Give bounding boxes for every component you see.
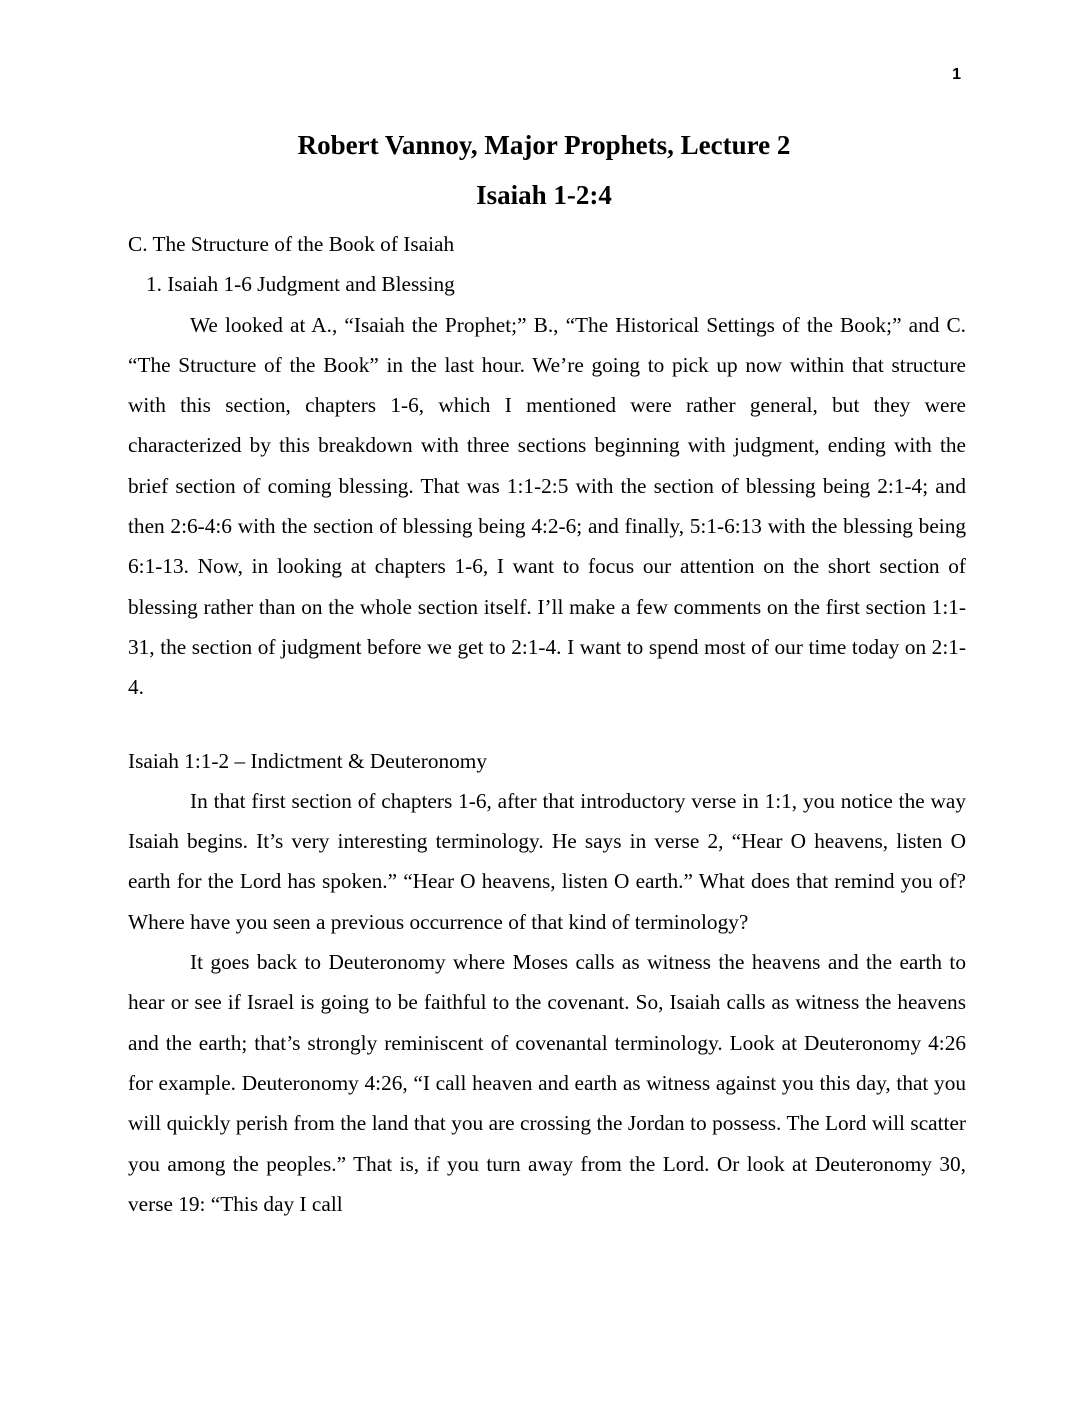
section-heading: Isaiah 1:1-2 – Indictment & Deuteronomy xyxy=(128,748,488,773)
lecture-title: Robert Vannoy, Major Prophets, Lecture 2 xyxy=(297,130,791,160)
paragraph-2: In that first section of chapters 1-6, after that introductory verse in 1:1, you notice the way Isaiah begins. It’s very interesting terminology. He says in verse 2, “Hear O heavens, listen O earth for the Lord has spoken.” “Hear O heavens, listen O earth.” What does that remind you of? Where have you seen a previous occurrence of that kind of terminology? xyxy=(128,788,966,934)
spacer xyxy=(128,708,966,741)
document-body xyxy=(128,224,966,1224)
outline-section-c: C. The Structure of the Book of Isaiah xyxy=(128,232,455,256)
paragraph-1: We looked at A., “Isaiah the Prophet;” B., “The Historical Settings of the Book;” and C. “The Structure of the Book” in the last hour. We’re going to pick up now within that structure with this section, chapters 1-6, which I mentioned were rather general, but they were characterized by this breakdown with three sections beginning with judgment, ending with the brief section of coming blessing. That was 1:1-2:5 with the section of blessing being 2:1-4; and then 2:6-4:6 with the section of blessing being 4:2-6; and finally, 5:1-6:13 with the blessing being 6:1-13. Now, in looking at chapters 1-6, I want to focus our attention on the short section of blessing rather than on the whole section itself. I’ll make a few comments on the first section 1:1-31, the section of judgment before we get to 2:1-4. I want to spend most of our time today on 2:1-4. xyxy=(128,312,966,700)
outline-item-1: 1. Isaiah 1-6 Judgment and Blessing xyxy=(146,272,455,297)
paragraph-3: It goes back to Deuteronomy where Moses calls as witness the heavens and the earth to hear or see if Israel is going to be faithful to the covenant. So, Isaiah calls as witness the heavens and the earth; that’s strongly reminiscent of covenantal terminology. Look at Deuteronomy 4:26 for example. Deuteronomy 4:26, “I call heaven and earth as witness against you this day, that you will quickly perish from the land that you are crossing the Jordan to possess. The Lord will scatter you among the peoples.” That is, if you turn away from the Lord. Or look at Deuteronomy 30, verse 19: “This day I call xyxy=(128,950,966,1216)
page-number: 1 xyxy=(952,66,961,83)
lecture-subtitle: Isaiah 1-2:4 xyxy=(476,180,612,210)
